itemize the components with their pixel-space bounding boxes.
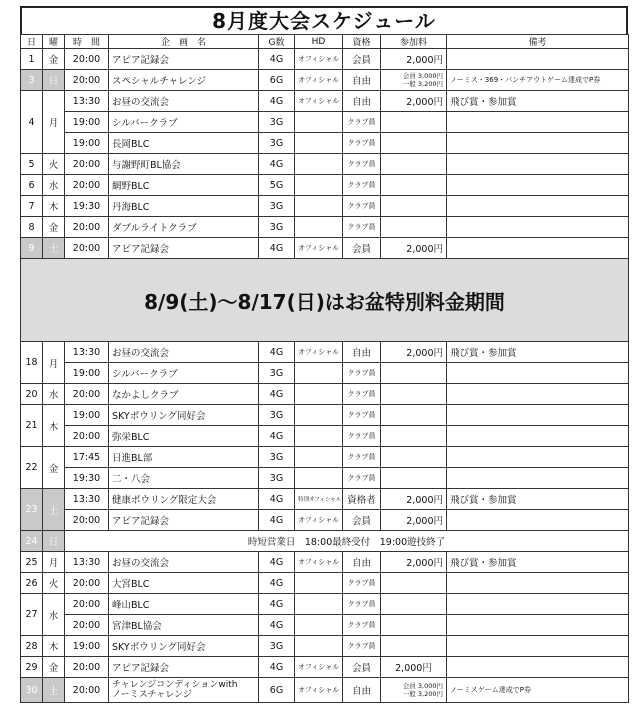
hd-cell [295,447,343,468]
qual-cell: クラブ員 [343,217,381,238]
hd-cell: オフィシャル [295,70,343,91]
table-row [21,70,629,91]
day-cell: 29 [21,657,43,678]
remarks-cell [447,615,629,636]
games-cell: 4G [259,594,295,615]
games-cell: 3G [259,133,295,154]
qual-cell: 資格者 [343,489,381,510]
qual-cell: クラブ員 [343,384,381,405]
hd-cell: オフィシャル [295,678,343,703]
fee-cell [381,405,447,426]
time-cell: 20:00 [65,573,109,594]
event-cell: シルバークラブ [109,363,259,384]
event-cell: 丹海BLC [109,196,259,217]
table-row [21,196,629,217]
fee-cell [381,384,447,405]
day-cell: 3 [21,70,43,91]
table-row [21,552,629,573]
qual-cell: 自由 [343,552,381,573]
games-cell: 3G [259,217,295,238]
games-cell: 5G [259,175,295,196]
table-row [21,133,629,154]
event-cell: 健康ボウリング限定大会 [109,489,259,510]
games-cell: 4G [259,342,295,363]
table-row [21,238,629,259]
header-fee: 参加料 [381,35,447,49]
fee-cell: 2,000円 [381,552,447,573]
games-cell: 4G [259,489,295,510]
header-time: 時 間 [65,35,109,49]
remarks-cell [447,238,629,259]
fee-cell [381,594,447,615]
remarks-cell [447,468,629,489]
fee-cell [381,217,447,238]
time-cell: 20:00 [65,175,109,196]
remarks-cell [447,573,629,594]
weekday-cell: 月 [43,91,65,154]
day-cell: 30 [21,678,43,703]
event-cell: ダブルライトクラブ [109,217,259,238]
hd-cell [295,175,343,196]
table-row [21,594,629,615]
qual-cell: クラブ員 [343,405,381,426]
table-row [21,112,629,133]
time-cell: 19:00 [65,363,109,384]
games-cell: 4G [259,384,295,405]
day-cell: 28 [21,636,43,657]
table-row [21,217,629,238]
time-cell: 19:00 [65,636,109,657]
hd-cell: オフィシャル [295,49,343,70]
remarks-cell [447,510,629,531]
weekday-cell: 月 [43,552,65,573]
event-cell: お昼の交流会 [109,552,259,573]
games-cell: 4G [259,552,295,573]
remarks-cell: 飛び賞・参加賞 [447,342,629,363]
remarks-cell: ノーミス・369・パンチアウトゲーム達成でP券 [447,70,629,91]
table-row [21,363,629,384]
hd-cell [295,154,343,175]
weekday-cell: 月 [43,342,65,384]
qual-cell: クラブ員 [343,196,381,217]
qual-cell: クラブ員 [343,636,381,657]
day-cell: 9 [21,238,43,259]
hd-cell [295,112,343,133]
hd-cell [295,363,343,384]
hd-cell: オフィシャル [295,238,343,259]
fee-cell [381,154,447,175]
qual-cell: クラブ員 [343,573,381,594]
games-cell: 3G [259,196,295,217]
time-cell: 20:00 [65,384,109,405]
qual-cell: 会員 [343,238,381,259]
obon-banner-row [21,259,629,342]
hd-cell [295,594,343,615]
time-cell: 20:00 [65,238,109,259]
weekday-cell: 木 [43,405,65,447]
event-cell: アピア記録会 [109,657,259,678]
header-weekday: 曜 [43,35,65,49]
event-cell: 宮津BL協会 [109,615,259,636]
time-cell: 20:00 [65,154,109,175]
weekday-cell: 水 [43,384,65,405]
event-cell: アピア記録会 [109,238,259,259]
event-cell [109,678,259,703]
header-games: G数 [259,35,295,49]
obon-banner: 8/9(土)〜8/17(日)はお盆特別料金期間 [21,259,629,342]
day-cell: 1 [21,49,43,70]
remarks-cell [447,133,629,154]
time-cell: 19:00 [65,133,109,154]
weekday-cell: 日 [43,531,65,552]
hd-cell [295,615,343,636]
games-cell: 3G [259,447,295,468]
weekday-cell: 金 [43,447,65,489]
day-cell: 18 [21,342,43,384]
remarks-cell [447,196,629,217]
event-cell: なかよしクラブ [109,384,259,405]
event-cell: シルバークラブ [109,112,259,133]
table-row [21,91,629,112]
qual-cell: クラブ員 [343,447,381,468]
day-cell: 25 [21,552,43,573]
event-cell: アピア記録会 [109,510,259,531]
table-row [21,636,629,657]
hd-cell [295,405,343,426]
games-cell: 4G [259,91,295,112]
event-cell: 峰山BLC [109,594,259,615]
remarks-cell [447,112,629,133]
games-cell: 4G [259,238,295,259]
games-cell: 3G [259,405,295,426]
short-hours-note: 時短営業日 18:00最終受付 19:00遊技終了 [65,531,629,552]
day-cell: 20 [21,384,43,405]
event-cell: SKYボウリング同好会 [109,405,259,426]
time-cell: 20:00 [65,510,109,531]
time-cell: 19:00 [65,405,109,426]
fee-cell [381,196,447,217]
fee-cell [381,636,447,657]
fee-cell [381,133,447,154]
table-row [21,510,629,531]
header-hd: HD [295,35,343,49]
weekday-cell: 土 [43,678,65,703]
table-row [21,468,629,489]
fee-cell [381,426,447,447]
day-cell: 27 [21,594,43,636]
header-day: 日 [21,35,43,49]
table-row [21,531,629,552]
table-row [21,615,629,636]
hd-cell [295,573,343,594]
page-title: 8月度大会スケジュール [20,6,628,34]
day-cell: 4 [21,91,43,154]
games-cell: 3G [259,468,295,489]
games-cell: 4G [259,573,295,594]
header-remarks: 備考 [447,35,629,49]
hd-cell [295,133,343,154]
remarks-cell [447,594,629,615]
hd-cell: オフィシャル [295,91,343,112]
weekday-cell: 金 [43,49,65,70]
qual-cell: 自由 [343,70,381,91]
hd-cell: オフィシャル [295,657,343,678]
event-cell: 与謝野町BL協会 [109,154,259,175]
fee-general: 一般 3,200円 [402,80,443,88]
event-cell: アピア記録会 [109,49,259,70]
games-cell: 4G [259,615,295,636]
header-row [21,35,629,49]
qual-cell: クラブ員 [343,112,381,133]
table-row [21,447,629,468]
qual-cell: 会員 [343,49,381,70]
qual-cell: クラブ員 [343,594,381,615]
remarks-cell [447,363,629,384]
hd-cell: オフィシャル [295,552,343,573]
remarks-cell: ノーミスゲーム達成でP券 [447,678,629,703]
table-row [21,175,629,196]
qual-cell: クラブ員 [343,468,381,489]
event-cell: 長岡BLC [109,133,259,154]
time-cell: 17:45 [65,447,109,468]
fee-general: 一般 3,200円 [402,690,443,698]
table-row [21,405,629,426]
time-cell: 20:00 [65,678,109,703]
hd-cell [295,426,343,447]
remarks-cell [447,154,629,175]
time-cell: 19:30 [65,196,109,217]
schedule-table [20,34,629,703]
event-cell: SKYボウリング同好会 [109,636,259,657]
table-row [21,384,629,405]
table-row [21,573,629,594]
games-cell: 4G [259,49,295,70]
fee-cell: 2,000円 [381,91,447,112]
day-cell: 24 [21,531,43,552]
games-cell: 3G [259,636,295,657]
table-row [21,678,629,703]
qual-cell: 自由 [343,342,381,363]
qual-cell: クラブ員 [343,133,381,154]
event-line-2: ノーミスチャレンジ [112,690,192,700]
fee-cell [381,468,447,489]
remarks-cell [447,384,629,405]
day-cell: 6 [21,175,43,196]
hd-cell [295,384,343,405]
weekday-cell: 土 [43,238,65,259]
time-cell: 13:30 [65,342,109,363]
table-row [21,154,629,175]
weekday-cell: 水 [43,175,65,196]
fee-cell [381,363,447,384]
weekday-cell: 金 [43,657,65,678]
event-line-1: チャレンジコンディションwith [112,680,238,690]
day-cell: 23 [21,489,43,531]
fee-cell: 2,000円 [381,49,447,70]
remarks-cell [447,426,629,447]
event-cell: スペシャルチャレンジ [109,70,259,91]
day-cell: 21 [21,405,43,447]
fee-cell [381,615,447,636]
weekday-cell: 土 [43,489,65,531]
fee-cell: 2,000円 [381,510,447,531]
day-cell: 8 [21,217,43,238]
table-row [21,426,629,447]
remarks-cell: 飛び賞・参加賞 [447,91,629,112]
hd-cell [295,217,343,238]
qual-cell: クラブ員 [343,175,381,196]
event-cell: 弥栄BLC [109,426,259,447]
weekday-cell: 火 [43,573,65,594]
day-cell: 22 [21,447,43,489]
fee-cell: 2,000円 [381,342,447,363]
qual-cell: クラブ員 [343,154,381,175]
time-cell: 19:00 [65,112,109,133]
weekday-cell: 木 [43,196,65,217]
games-cell: 4G [259,154,295,175]
qual-cell: クラブ員 [343,426,381,447]
hd-cell: 特別オフィシャル [295,489,343,510]
qual-cell: 自由 [343,678,381,703]
games-cell: 3G [259,112,295,133]
time-cell: 13:30 [65,91,109,112]
remarks-cell [447,405,629,426]
fee-cell [381,70,447,91]
fee-cell [381,678,447,703]
hd-cell [295,468,343,489]
weekday-cell: 火 [43,154,65,175]
qual-cell: 会員 [343,510,381,531]
weekday-cell: 日 [43,70,65,91]
remarks-cell [447,636,629,657]
fee-cell [381,573,447,594]
remarks-cell [447,217,629,238]
qual-cell: クラブ員 [343,615,381,636]
remarks-cell [447,175,629,196]
games-cell: 6G [259,70,295,91]
remarks-cell [447,49,629,70]
qual-cell: 会員 [343,657,381,678]
games-cell: 6G [259,678,295,703]
fee-cell: 2,000円 [381,238,447,259]
fee-cell [381,447,447,468]
event-cell: 日進BL部 [109,447,259,468]
weekday-cell: 金 [43,217,65,238]
day-cell: 5 [21,154,43,175]
remarks-cell [447,657,629,678]
event-cell: 二・八会 [109,468,259,489]
time-cell: 20:00 [65,615,109,636]
qual-cell: クラブ員 [343,363,381,384]
time-cell: 20:00 [65,49,109,70]
hd-cell [295,196,343,217]
fee-member: 会員 3,000円 [402,682,443,690]
remarks-cell: 飛び賞・参加賞 [447,489,629,510]
table-row [21,657,629,678]
weekday-cell: 水 [43,594,65,636]
time-cell: 20:00 [65,217,109,238]
header-event: 企 画 名 [109,35,259,49]
hd-cell: オフィシャル [295,342,343,363]
fee-cell [381,112,447,133]
event-cell: お昼の交流会 [109,91,259,112]
event-cell: 大宮BLC [109,573,259,594]
schedule-sheet [20,6,628,703]
qual-cell: 自由 [343,91,381,112]
games-cell: 4G [259,510,295,531]
fee-cell: 2,000円 [381,657,447,678]
weekday-cell: 木 [43,636,65,657]
day-cell: 7 [21,196,43,217]
fee-member: 会員 3,000円 [402,72,443,80]
table-row [21,342,629,363]
table-row [21,49,629,70]
games-cell: 3G [259,363,295,384]
hd-cell [295,636,343,657]
fee-cell [381,175,447,196]
games-cell: 4G [259,426,295,447]
table-row [21,489,629,510]
time-cell: 20:00 [65,70,109,91]
hd-cell: オフィシャル [295,510,343,531]
remarks-cell: 飛び賞・参加賞 [447,552,629,573]
time-cell: 13:30 [65,552,109,573]
time-cell: 20:00 [65,594,109,615]
time-cell: 19:30 [65,468,109,489]
games-cell: 4G [259,657,295,678]
time-cell: 20:00 [65,426,109,447]
remarks-cell [447,447,629,468]
event-cell: お昼の交流会 [109,342,259,363]
day-cell: 26 [21,573,43,594]
header-qual: 資格 [343,35,381,49]
event-cell: 網野BLC [109,175,259,196]
time-cell: 20:00 [65,657,109,678]
fee-cell: 2,000円 [381,489,447,510]
time-cell: 13:30 [65,489,109,510]
